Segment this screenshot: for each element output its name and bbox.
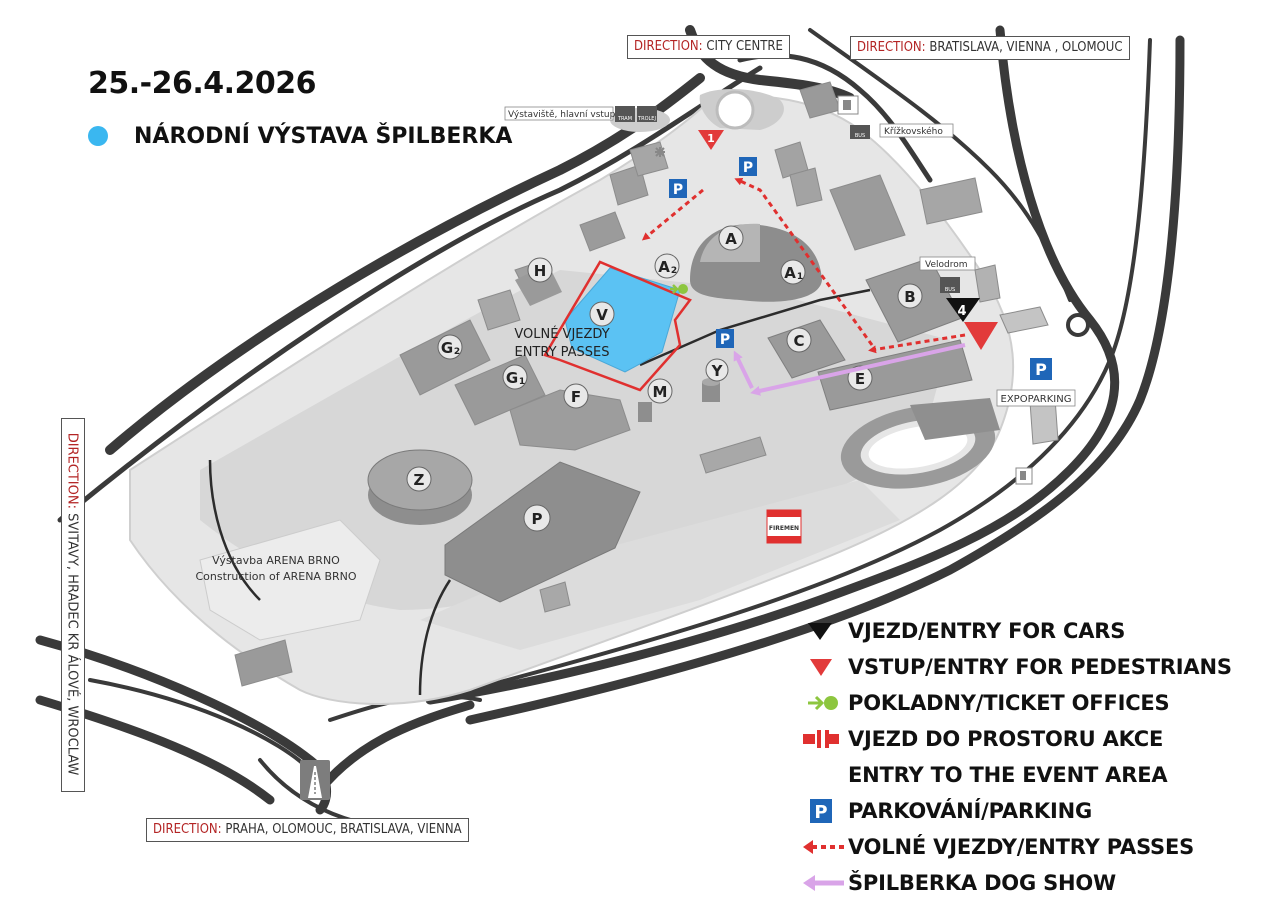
label-g2 [438,335,462,359]
direction-bratislava [850,36,1130,60]
legend-pedestrian-entry [800,650,1232,684]
direction-destination: PRAHA, OLOMOUC, BRATISLAVA, VIENNA [225,822,462,837]
pavilion-m[interactable] [638,402,652,422]
label-f-text: F [570,388,582,406]
label-g1 [503,365,527,389]
svg-text:P: P [719,332,731,348]
ticket-office-icon [800,686,848,720]
highway-icon [300,760,330,800]
legend-text: VJEZD DO PROSTORU AKCE [848,727,1164,751]
legend-text: VJEZD/ENTRY FOR CARS [848,619,1126,643]
label-a [719,226,743,250]
entry-passes-en: ENTRY PASSES [514,345,610,360]
firemen-text: FIREMEN [768,525,800,532]
direction-praha [146,818,469,842]
dog-show-route-icon [800,866,848,900]
parking-icon [716,329,734,348]
grounds-area [130,89,1088,704]
svg-text:P: P [1035,360,1047,379]
event-area-entry-icon [800,722,848,756]
velodrom-stop: Velodrom [925,260,968,270]
car-entry-icon [800,614,848,648]
direction-label: DIRECTION: [634,39,703,54]
label-a-text: A [725,230,737,248]
expoparking-label: EXPOPARKING [1000,394,1072,405]
label-y [706,359,728,381]
event-name: NÁRODNÍ VÝSTAVA ŠPILBERKA [134,123,513,149]
fuel-station-icon [1016,468,1032,484]
legend-text: PARKOVÁNÍ/PARKING [848,799,1093,823]
label-p [524,505,550,531]
label-m [648,379,672,403]
label-a1 [781,260,805,284]
bus-label-2: BUS [944,287,956,293]
label-g2-text: G [440,339,454,357]
label-z-text: Z [413,471,425,489]
direction-city-centre [627,35,790,59]
label-v-text: V [596,306,608,324]
event-legend-row [88,120,512,152]
label-a1-text: A [784,264,796,282]
label-c-text: C [793,332,805,350]
bus-label-1: BUS [854,133,866,139]
svg-text:P: P [814,802,828,823]
label-g1-sub: 1 [518,377,526,387]
label-p-text: P [531,510,543,528]
svg-text:P: P [672,182,684,198]
entry-pass-route-icon [800,830,848,864]
label-e-text: E [854,370,866,388]
label-m-text: M [652,383,668,401]
legend-text: VSTUP/ENTRY FOR PEDESTRIANS [848,655,1232,679]
direction-destination: CITY CENTRE [706,39,783,54]
event-color-dot [88,126,108,146]
label-a1-sub: 1 [796,272,804,282]
vystaviste-stop: Výstaviště, hlavní vstup [508,110,616,120]
legend-text: VOLNÉ VJEZDY/ENTRY PASSES [848,835,1195,859]
label-f [564,384,588,408]
gate-4-number: 4 [957,304,967,319]
label-h-text: H [533,262,547,280]
legend-text: POKLADNY/TICKET OFFICES [848,691,1170,715]
label-c [787,328,811,352]
label-b [898,284,922,308]
firemen-sign [767,510,801,543]
direction-label: DIRECTION: [153,822,222,837]
direction-destination: BRATISLAVA, VIENNA , OLOMOUC [929,40,1123,55]
event-date: 25.-26.4.2026 [88,66,317,101]
legend-event-area-entry-en [800,758,1167,792]
entry-passes-cz: VOLNÉ VJEZDY [514,327,610,342]
medical-icon [655,147,665,157]
label-h [528,258,552,282]
parking-icon [669,179,687,198]
label-g1-text: G [505,369,519,387]
label-z [407,467,431,491]
legend-parking [800,794,1092,828]
legend-entry-passes [800,830,1194,864]
tram-label: TRAM [617,116,633,122]
parking-icon [800,794,848,828]
label-v [590,302,614,326]
gate-1-number: 1 [707,132,715,145]
label-b-text: B [904,288,916,306]
legend-text: ENTRY TO THE EVENT AREA [848,763,1168,787]
label-y-text: Y [711,362,723,380]
label-a2-text: A [658,258,670,276]
legend-dog-show [800,866,1116,900]
arena-en: Construction of ARENA BRNO [195,570,357,583]
arena-cz: Výstavba ARENA BRNO [212,554,340,567]
krizkovskeho-stop: Křížkovského [884,127,943,137]
legend-ticket-office [800,686,1169,720]
direction-destination: SVITAVY, HRADEC KR ÁLOVÉ, WROCLAW [64,513,80,776]
parking-icon [1030,358,1052,380]
parking-icon [739,157,757,176]
pavilion-y[interactable] [702,378,720,402]
direction-label: DIRECTION: [857,40,926,55]
fuel-station-icon [838,96,858,114]
trolej-label: TROLEJ [638,116,656,122]
legend-event-area-entry [800,722,1163,756]
direction-svitavy [65,433,80,776]
direction-label: DIRECTION: [64,432,80,509]
svg-text:P: P [742,160,754,176]
label-a2-sub: 2 [670,266,678,276]
legend-car-entry [800,614,1125,648]
legend-text: ŠPILBERKA DOG SHOW [848,871,1117,895]
label-g2-sub: 2 [453,347,461,357]
pedestrian-entry-icon [800,650,848,684]
label-a2 [655,254,679,278]
